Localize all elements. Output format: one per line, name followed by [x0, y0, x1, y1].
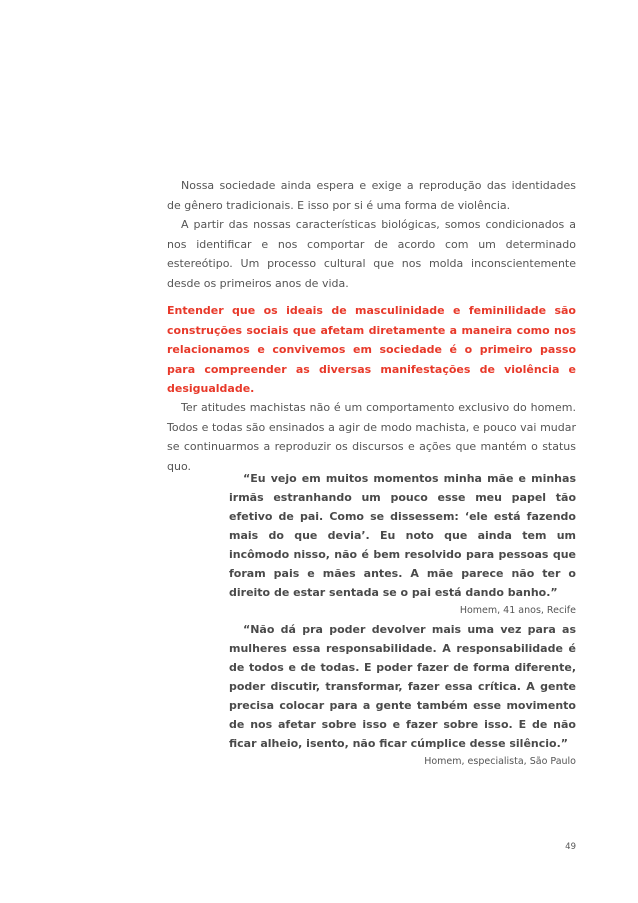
page-number: 49 — [565, 842, 576, 852]
body-paragraph-3: Ter atitudes machistas não é um comportamento exclusivo do homem. Todos e todas são ensinados a agir de modo machista, e pouco vai mudar se continuarmos a reproduzir os discursos e ações que mantém o status quo. — [167, 401, 576, 473]
intro-section — [167, 176, 576, 293]
quote-attribution: Homem, 41 anos, Recife — [459, 605, 576, 616]
highlight-statement: Entender que os ideais de masculinidade e feminilidade são construções sociais que afetam diretamente a maneira como nos relacionamos e convivemos em sociedade é o primeiro passo para compreender as diversas manifestações de violência e desigualdade. — [167, 304, 576, 395]
quote-text: “Eu vejo em muitos momentos minha mãe e minhas irmãs estranhando um pouco esse meu papel tão efetivo de pai. Como se dissessem: ‘ele está fazendo mais do que devia’. Eu noto que ainda tem um incômodo nisso, não é bem resolvido para pessoas que foram pais e mães antes. A mãe parece não ter o direito de estar sentada se o pai está dando banho.” — [229, 472, 576, 599]
quote-attribution: Homem, especialista, São Paulo — [424, 756, 576, 767]
testimony-quote-2 — [229, 620, 576, 769]
testimony-quote-1 — [229, 469, 576, 618]
intro-paragraph-2: A partir das nossas características biológicas, somos condicionados a nos identificar e nos comportar de acordo com um determinado estereótipo. Um processo cultural que nos molda inconscientemente desde os primeiros anos de vida. — [167, 218, 576, 290]
body-section — [167, 398, 576, 476]
intro-paragraph-1: Nossa sociedade ainda espera e exige a reprodução das identidades de gênero tradicionais. E isso por si é uma forma de violência. — [167, 179, 576, 212]
quote-text: “Não dá pra poder devolver mais uma vez para as mulheres essa responsabilidade. A responsabilidade é de todos e de todas. E poder fazer de forma diferente, poder discutir, transformar, fazer essa crítica. A gente precisa colocar para a gente também esse movimento de nos afetar sobre isso e fazer sobre isso. E de não ficar alheio, isento, não ficar cúmplice desse silêncio.” — [229, 623, 576, 750]
